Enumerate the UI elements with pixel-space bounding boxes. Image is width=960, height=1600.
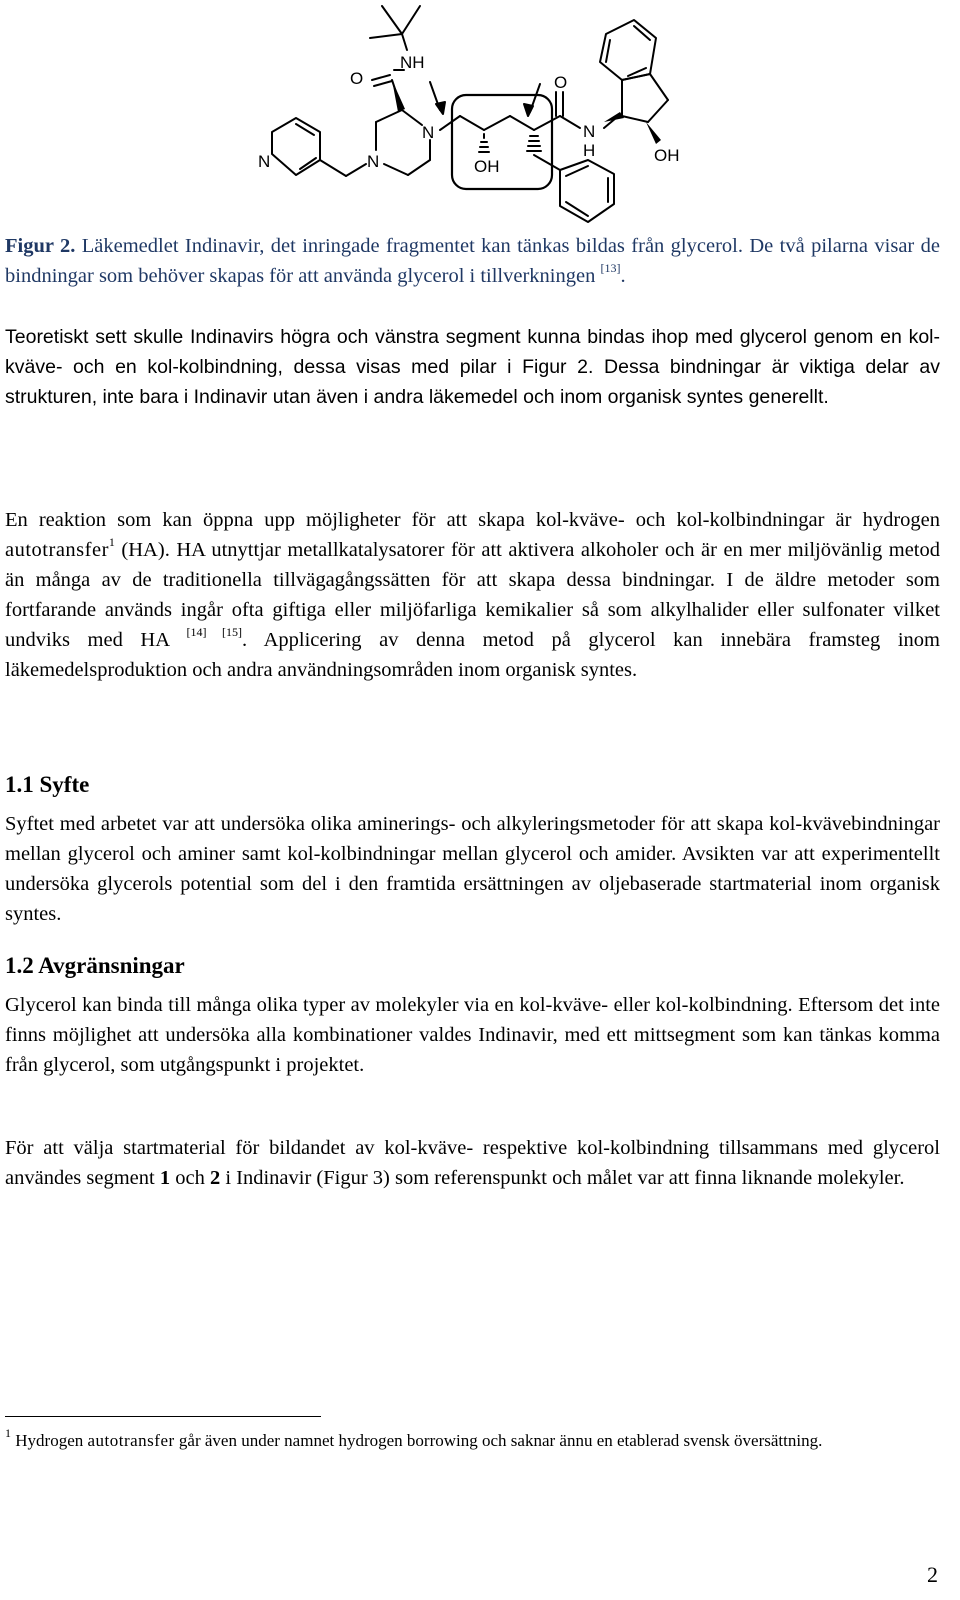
footnote-divider [5,1416,321,1417]
atom-o1: O [350,69,364,88]
paragraph-5 [5,1133,940,1193]
page-number: 2 [927,1562,938,1587]
atom-oh1: OH [474,157,500,176]
indinavir-figure [0,0,960,230]
footnote-autotransfer: autotransfer [87,1431,175,1450]
segment-1-label: 1 [159,1167,171,1189]
paragraph-2-autotransfer: autotransfer [5,539,109,561]
footnote [5,1428,945,1453]
atom-h-amide: H [583,141,596,160]
paragraph-2-b: (HA). HA utnyttjar metallkatalysatorer för att aktivera alkoholer och är en mer miljövänlig metod än många av de traditionella tillvägagångssätten för att skapa dessa bindningar. I de äldre metoder som fortfarande används ingår ofta giftiga eller miljöfarliga kemikalier så som alkylhalider eller sulfonater vilket undviks med HA [5,539,940,651]
paragraph-4: Glycerol kan binda till många olika typer av molekyler via en kol-kväve- eller kol-kolbindning. Eftersom det inte finns möjlighet att undersöka alla kombinationer valdes Indinavir, med ett mittsegment som kan tänkas komma från glycerol, som utgångspunkt i projektet. [5,994,940,1076]
footnote-a: Hydrogen [11,1431,88,1450]
paragraph-5-c: i Indinavir (Figur 3) som referenspunkt och målet var att finna liknande molekyler. [220,1167,905,1189]
footnote-number: 1 [5,1426,11,1441]
atom-n-amide: N [583,122,596,141]
paragraph-1 [5,322,940,412]
figure-caption-ref: [13] [600,261,621,276]
figure-caption-label: Figur 2. [5,235,76,257]
atom-o2: O [554,73,568,92]
atom-n-pyridine: N [258,152,271,171]
paragraph-2 [5,505,940,685]
atom-nh1: NH [400,53,425,72]
atom-oh2: OH [654,146,680,165]
paragraph-2-refs: [14] [15] [186,625,242,640]
paragraph-5-a: För att välja startmaterial för bildandet av kol-kväve- respektive kol-kolbindning tillsammans med glycerol användes segment [5,1137,940,1189]
indinavir-structure-drawing [0,0,960,230]
section-heading-syfte: 1.1 Syfte [5,772,90,797]
segment-2-label: 2 [209,1167,221,1189]
footnote-ref: 1 [108,535,115,550]
paragraph-2-c: . Applicering av denna metod på glycerol kan innebära framsteg inom läkemedelsproduktion och andra användningsområden inom organisk syntes. [5,629,941,681]
figure-caption [5,231,940,291]
footnote-b: går även under namnet hydrogen borrowing och saknar ännu en etablerad svensk översättning. [174,1431,823,1450]
paragraph-5-b: och [170,1167,210,1189]
figure-caption-end: . [620,265,626,287]
paragraph-3: Syftet med arbetet var att undersöka olika aminerings- och alkyleringsmetoder för att skapa kol-kvävebindningar mellan glycerol och aminer samt kol-kolbindningar mellan glycerol och amider. Avsikten var att experimentellt undersöka glycerols potential som del i den framtida ersättningen av oljebaserade startmaterial inom organisk syntes. [5,813,940,925]
atom-n-pip1: N [422,123,435,142]
paragraph-1-text: Teoretiskt sett skulle Indinavirs högra och vänstra segment kunna bindas ihop med glycerol genom en kol-kväve- och en kol-kolbindning, dessa visas med pilar i Figur 2. Dessa bindningar är viktiga delar av strukturen, inte bara i Indinavir utan även i andra läkemedel och inom organisk syntes generellt. [5,326,940,408]
section-heading-avgransningar: 1.2 Avgränsningar [5,953,185,978]
paragraph-2-a: En reaktion som kan öppna upp möjligheter för att skapa kol-kväve- och kol-kolbindningar är hydrogen [5,509,940,531]
atom-n-pip2: N [367,152,380,171]
figure-caption-text: Läkemedlet Indinavir, det inringade fragmentet kan tänkas bildas från glycerol. De två pilarna visar de bindningar som behöver skapas för att använda glycerol i tillverkningen [5,235,940,287]
